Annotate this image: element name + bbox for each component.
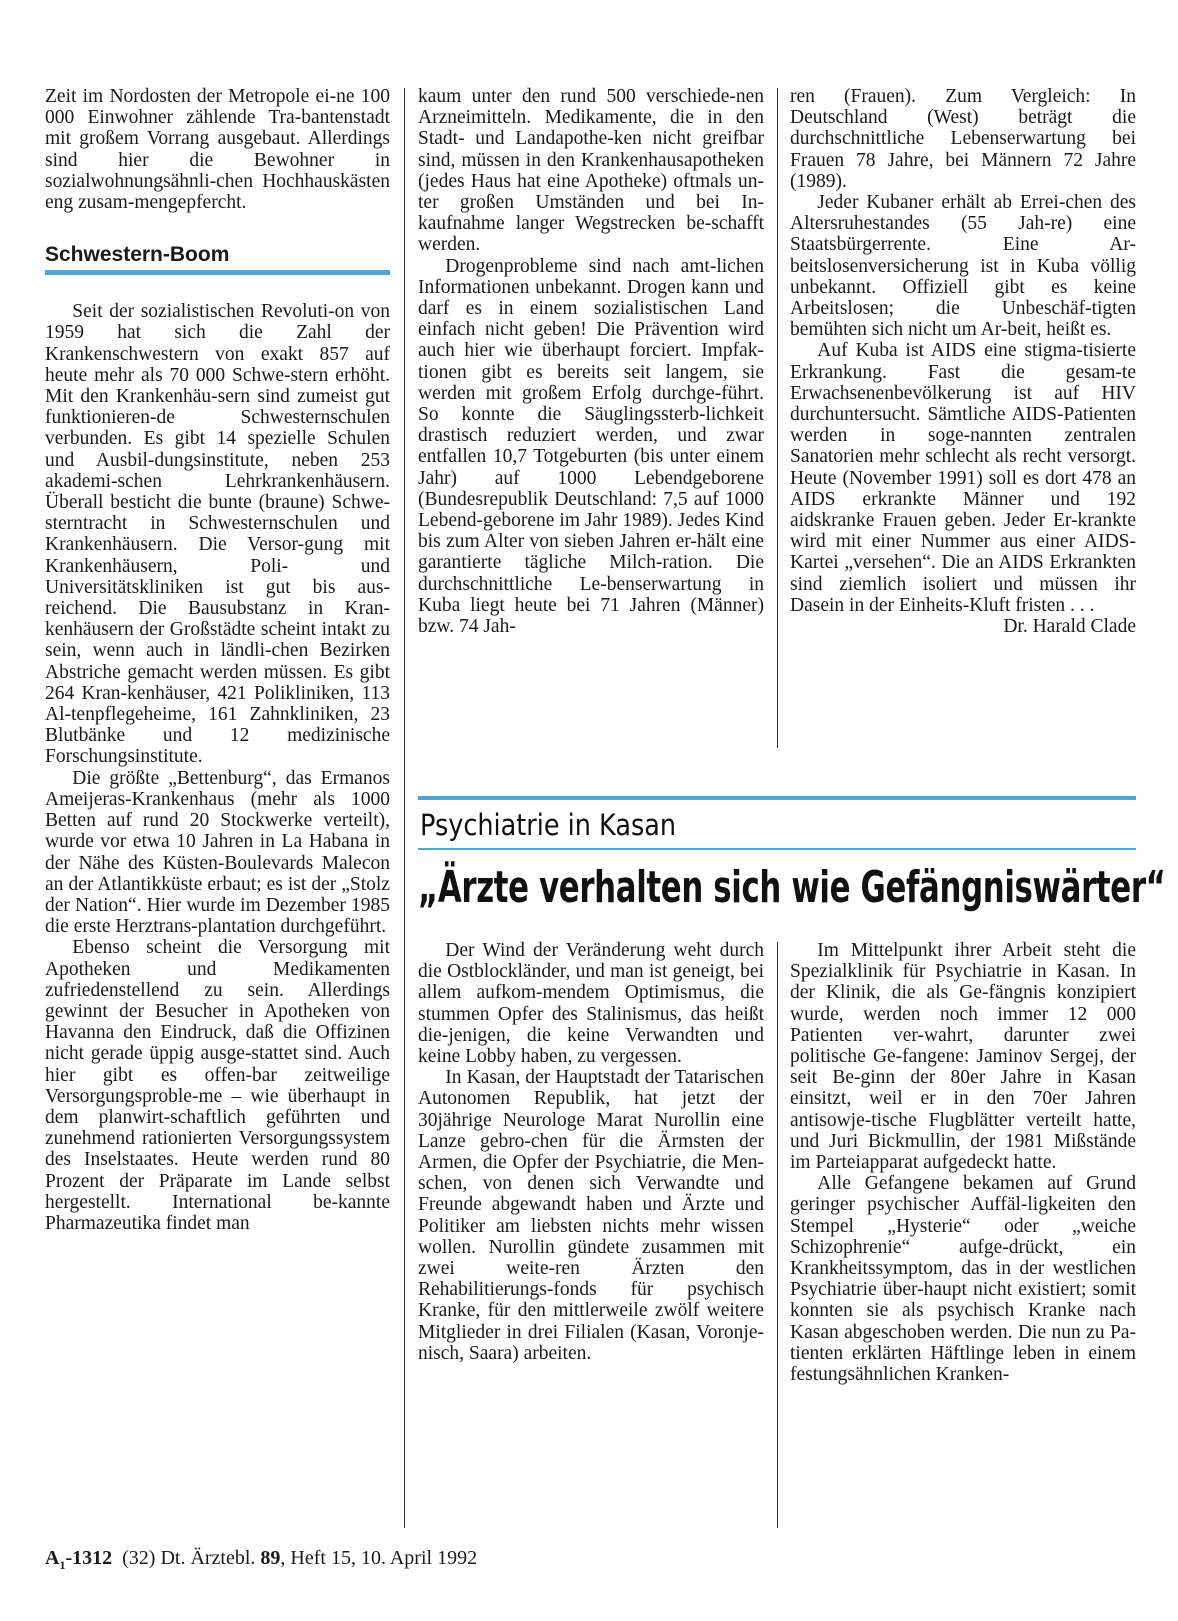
paragraph: Ebenso scheint die Versorgung mit Apotheken und Medikamenten zufriedenstellend zu sein. Allerdings gewinnt der Besucher in Apotheken von Havanna den Eindruck, daß die Offizinen nicht gerade üppig ausge-stattet sind. Auch hier gibt es offen-bar zeitweilige Versorgungsproble-me – wie überhaupt in dem planwirt-schaftlich geführten und zunehmend rationierten Versorgungssystem des Inselstaates. Heute werden rund 80 Prozent der Präparate im Lande selbst hergestellt. International be-kannte Pharmazeutika findet man (45, 937, 390, 1234)
article-kicker: Psychiatrie in Kasan (420, 808, 677, 842)
paragraph: Im Mittelpunkt ihrer Arbeit steht die Spezialklinik für Psychiatrie in Kasan. In der Klinik, die als Ge-fängnis konzipiert wurde, werden noch immer 12 000 Patienten ver-wahrt, darunter zwei politische Ge-fangene: Jaminov Sergej, der seit Be-ginn der 80er Jahre in Kasan einsitzt, weil er in den 70er Jahren antisowje-tische Flugblätter verteilt hatte, und Juri Bickmullin, der 1981 Mißstände im Parteiapparat aufgedeckt hatte. (790, 940, 1136, 1174)
paragraph: Auf Kuba ist AIDS eine stigma-tisierte Erkrankung. Fast die gesam-te Erwachsenenbevölkerung ist auf HIV durchuntersucht. Sämtliche AIDS-Patienten werden in soge-nannten zentralen Sanatorien mehr schlecht als recht versorgt. Heute (November 1991) soll es dort 478 an AIDS erkrankte Männer und 192 aidskranke Frauen geben. Jeder Er-krankte wird mit einer Nummer aus einer AIDS-Kartei „versehen“. Die an AIDS Erkrankten sind ziemlich isoliert und müssen ihr Dasein in der Einheits-Kluft fristen . . . (790, 340, 1136, 616)
column-divider (777, 942, 778, 1528)
page-footer (45, 1547, 477, 1573)
paragraph: Der Wind der Veränderung weht durch die Ostblockländer, und man ist geneigt, bei allem aufkom-mendem Optimismus, die stummen Opfer des Stalinismus, das heißt die-jenigen, die keine Verwandten und keine Lobby haben, zu vergessen. (418, 940, 764, 1068)
kicker-rule (418, 848, 1136, 850)
paragraph: ren (Frauen). Zum Vergleich: In Deutschland (West) beträgt die durchschnittliche Lebenserwartung bei Frauen 78 Jahre, bei Männern 72 Jahre (1989). (790, 86, 1136, 192)
footer-volume: 89 (260, 1547, 281, 1569)
article-headline: „Ärzte verhalten sich wie Gefängniswärter“ (418, 862, 1166, 913)
section-subhead: Schwestern-Boom (45, 243, 230, 267)
author-signature: Dr. Harald Clade (1003, 616, 1136, 638)
paragraph: Drogenprobleme sind nach amt-lichen Informationen unbekannt. Drogen kann und darf es in einem sozialistischen Land einfach nicht geben! Die Prävention wird auch hier wie überhaupt forciert. Impfak-tionen gibt es bereits seit langem, sie werden mit großem Erfolg durchge-führt. So konnte die Säuglingssterb-lichkeit drastisch reduziert werden, und zwar entfallen 10,7 Totgeburten (bis unter einem Jahr) auf 1000 Lebendgeborene (Bundesrepublik Deutschland: 7,5 auf 1000 Lebend-geborene im Jahr 1989). Jedes Kind bis zum Alter von sieben Jahren er-hält eine garantierte tägliche Milch-ration. Die durchschnittliche Le-benserwartung in Kuba liegt heute bei 71 Jahren (Männer) bzw. 74 Jah- (418, 255, 764, 638)
column-1 (45, 86, 390, 1234)
article2-column-2 (790, 940, 1136, 1385)
paragraph: In Kasan, der Hauptstadt der Tatarischen Autonomen Republik, hat jetzt der 30jährige Neurologe Marat Nurollin eine Lanze gebro-chen für die Ärmsten der Armen, die Opfer der Psychiatrie, die Men-schen, von denen sich Verwandte und Freunde abgewandt haben und Ärzte und Politiker am liebsten nichts mehr wissen wollen. Nurollin gündete zusammen mit zwei weite-ren Ärzten den Rehabilitierungs-fonds für psychisch Kranke, für den mittlerweile zwölf weitere Mitglieder in drei Filialen (Kasan, Voronje-nisch, Saara) arbeiten. (418, 1067, 764, 1364)
page-prefix: A (45, 1547, 60, 1569)
article2-column-1 (418, 940, 764, 1364)
column-2 (418, 86, 764, 637)
footer-issue: , Heft 15, 10. April 1992 (280, 1547, 478, 1569)
page-number: -1312 (65, 1547, 113, 1569)
article-separator (418, 796, 1136, 800)
paragraph: Alle Gefangene bekamen auf Grund geringer psychischer Auffäl-ligkeiten den Stempel „Hysterie“ oder „weiche Schizophrenie“ aufge-drückt, ein Krankheitssymptom, das in der westlichen Psychiatrie über-haupt nicht existiert; somit konnten sie als psychisch Kranke nach Kasan abgeschoben werden. Die nun zu Pa-tienten erklärten Häftlinge leben in einem festungsähnlichen Kranken- (790, 1173, 1136, 1386)
page-prefix-sub: 1 (59, 1558, 66, 1572)
footer-journal: (32) Dt. Ärztebl. (122, 1547, 256, 1569)
paragraph: kaum unter den rund 500 verschiede-nen Arzneimitteln. Medikamente, die in den Stadt- und Landapothe-ken nicht greifbar sind, müssen in den Krankenhausapotheken (jedes Haus hat eine Apotheke) oftmals un-ter großen Umständen und bei In-kaufnahme langer Wegstrecken be-schafft werden. (418, 86, 764, 256)
column-divider (404, 88, 405, 1528)
paragraph: Die größte „Bettenburg“, das Ermanos Ameijeras-Krankenhaus (mehr als 1000 Betten auf rund 20 Stockwerke verteilt), wurde vor etwa 10 Jahren in La Habana in der Nähe des Küsten-Boulevards Malecon an der Atlantikküste erbaut; es ist der „Stolz der Nation“. Hier wurde im Dezember 1985 die erste Herztrans-plantation durchgeführt. (45, 767, 390, 938)
column-3 (790, 86, 1136, 637)
paragraph: Zeit im Nordosten der Metropole ei-ne 100 000 Einwohner zählende Tra-bantenstadt mit großem Vorrang ausgebaut. Allerdings sind hier die Bewohner in sozialwohnungsähnli-chen Hochhauskästen eng zusam-mengepfercht. (45, 86, 390, 214)
subhead-rule (45, 270, 390, 275)
paragraph: Seit der sozialistischen Revoluti-on von 1959 hat sich die Zahl der Krankenschwestern von exakt 857 auf heute mehr als 70 000 Schwe-stern erhöht. Mit den Krankenhäu-sern sind zumeist gut funktionieren-de Schwesternschulen verbunden. Es gibt 14 spezielle Schulen und Ausbil-dungsinstitute, neben 253 akademi-schen Lehrkrankenhäusern. Überall besticht die bunte (braune) Schwe-sterntracht in Schwesternschulen und Krankenhäusern. Die Versor-gung mit Krankenhäusern, Poli- und Universitätskliniken ist gut bis aus-reichend. Die Bausubstanz in Kran-kenhäusern der Großstädte scheint intakt zu sein, wenn auch in ländli-chen Bezirken Abstriche gemacht werden müssen. Es gibt 264 Kran-kenhäuser, 421 Polikliniken, 113 Al-tenpflegeheime, 161 Zahnkliniken, 23 Blutbänke und 12 medizinische Forschungsinstitute. (45, 301, 390, 768)
paragraph: Jeder Kubaner erhält ab Errei-chen des Altersruhestandes (55 Jah-re) eine Staatsbürgerrente. Eine Ar-beitslosenversicherung ist in Kuba völlig unbekannt. Offiziell gibt es keine Arbeitslosen; die Unbeschäf-tigten bemühten sich nicht um Ar-beit, heißt es. (790, 192, 1136, 341)
column-divider (777, 88, 778, 748)
